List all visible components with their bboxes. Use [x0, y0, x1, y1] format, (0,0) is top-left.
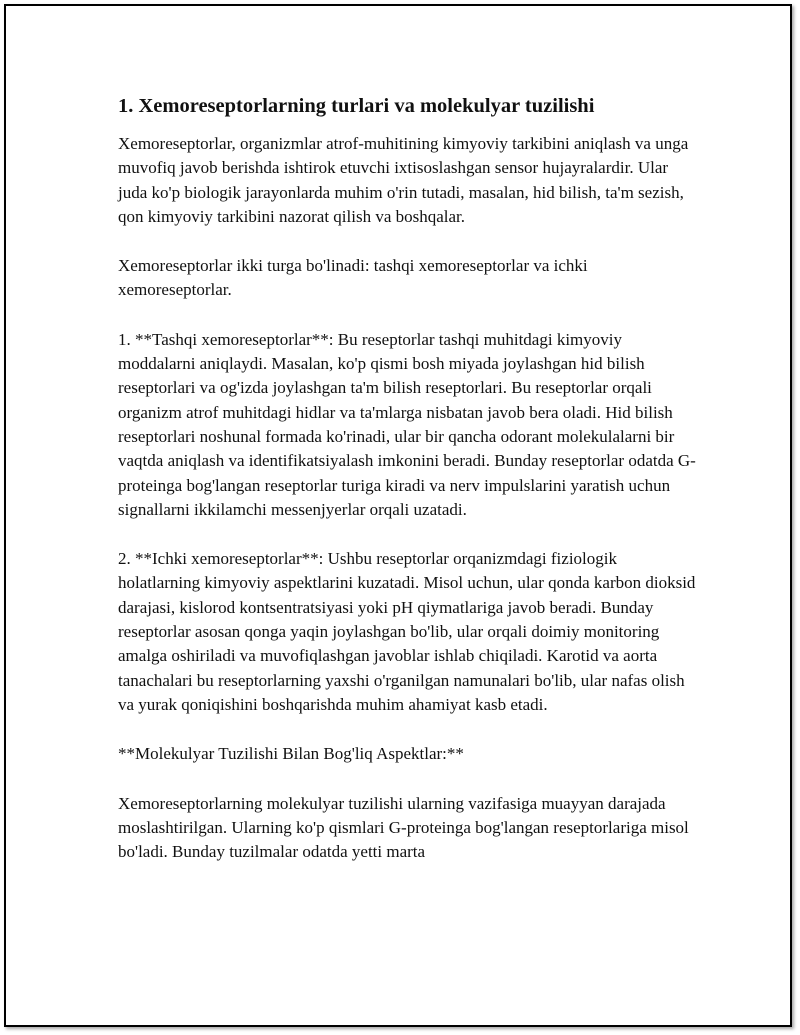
paragraph-molecular-structure: Xemoreseptorlarning molekulyar tuzilishi ularning vazifasiga muayyan darajada moslashtirilgan. Ularning ko'p qismlari G-proteinga bog'langan reseptorlariga misol bo'ladi. Bunday tuzilmalar odatda yetti marta [118, 793, 689, 862]
paragraph-molecular-heading: **Molekulyar Tuzilishi Bilan Bog'liq Aspektlar:** [118, 744, 464, 764]
paragraph-internal-chemoreceptors: 2. **Ichki xemoreseptorlar**: Ushbu reseptorlar orqanizmdagi fiziologik holatlarning kimyoviy aspektlarini kuzatadi. Misol uchun, ular qonda karbon dioksid darajasi, kislorod kontsentratsiyasi yoki pH qiymatlariga javob beradi. Bunday reseptorlar asosan qonga yaqin joylashgan bo'lib, ular orqali doimiy monitoring amalga oshiriladi va muvofiqlashgan javoblar ishlab chiqiladi. Karotid va aorta tanachalari bu reseptorlarning yaxshi o'rganilgan namunalari bo'lib, ular nafas olish va yurak qoniqishini boshqarishda muhim ahamiyat kasb etadi. [118, 549, 696, 714]
paragraph-types: Xemoreseptorlar ikki turga bo'linadi: tashqi xemoreseptorlar va ichki xemoreseptorlar. [118, 256, 588, 300]
document-title: 1. Xemoreseptorlarning turlari va molekulyar tuzilishi [118, 95, 595, 117]
document-body [118, 92, 698, 889]
paragraph-intro: Xemoreseptorlar, organizmlar atrof-muhitining kimyoviy tarkibini aniqlash va unga muvofiq javob berishda ishtirok etuvchi ixtisoslashgan sensor hujayralardir. Ular juda ko'p biologik jarayonlarda muhim o'rin tutadi, masalan, hid bilish, ta'm sezish, qon kimyoviy tarkibini nazorat qilish va boshqalar. [118, 134, 689, 226]
paragraph-external-chemoreceptors: 1. **Tashqi xemoreseptorlar**: Bu reseptorlar tashqi muhitdagi kimyoviy moddalarni aniqlaydi. Masalan, ko'p qismi bosh miyada joylashgan hid bilish reseptorlari va og'izda joylashgan ta'm bilish reseptorlari. Bu reseptorlar orqali organizm atrof muhitdagi hidlar va ta'mlarga nisbatan javob bera oladi. Hid bilish reseptorlari noshunal formada ko'rinadi, ular bir qancha odorant molekulalarni bir vaqtda aniqlash va identifikatsiyalash imkonini beradi. Bunday reseptorlar odatda G-proteinga bog'langan reseptorlar turiga kiradi va nerv impulslarini yaratish uchun signallarni ikkilamchi messenjyerlar orqali uzatadi. [118, 329, 696, 519]
